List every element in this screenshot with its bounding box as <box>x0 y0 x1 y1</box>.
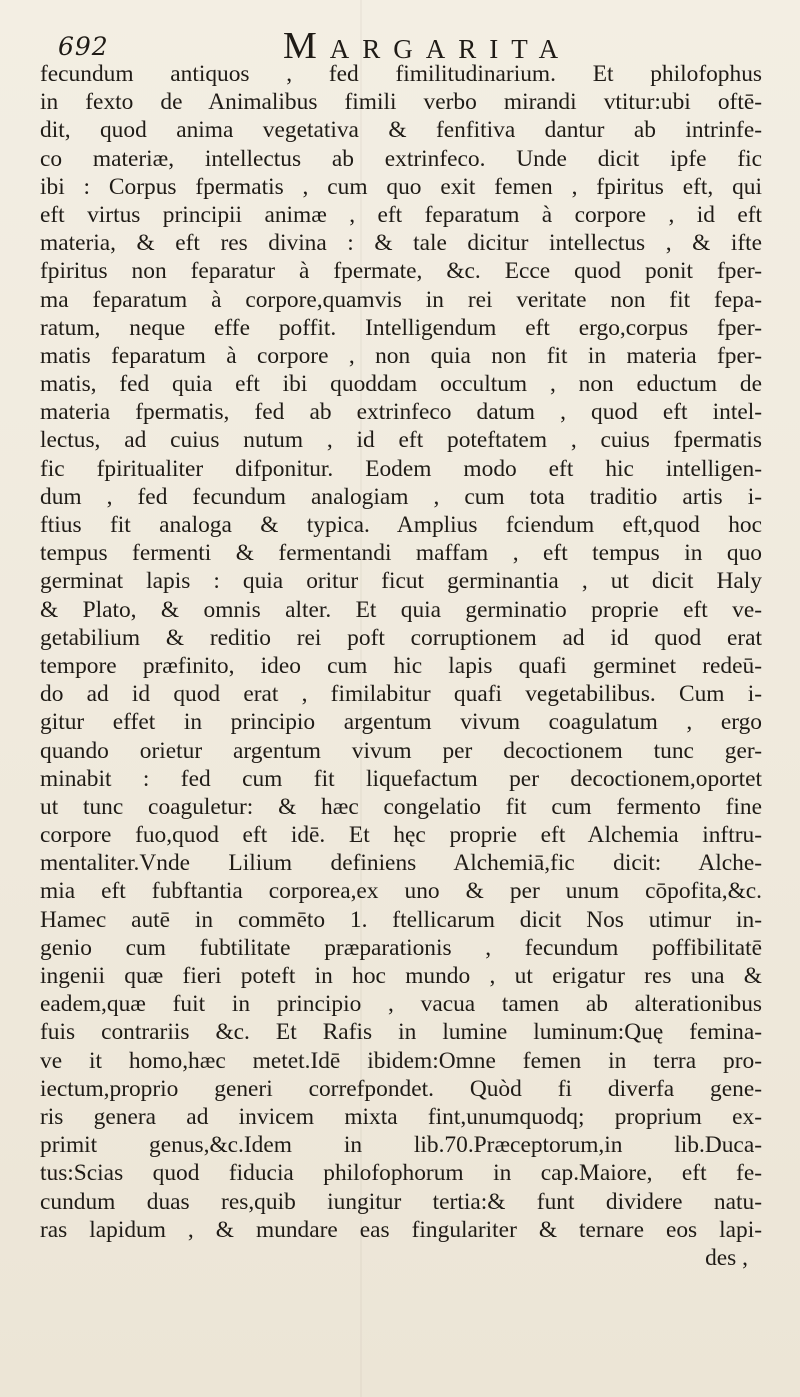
text-line: tempus fermenti & fermentandi maffam , eft tempus in quo <box>40 540 762 567</box>
text-line: in fexto de Animalibus fimili verbo mirandi vtitur:ubi oftē- <box>40 89 762 116</box>
text-line: ras lapidum , & mundare eas fingulariter & ternare eos lapi- <box>40 1216 762 1243</box>
text-line: materia fpermatis, fed ab extrinfeco datum , quod eft intel- <box>40 399 762 426</box>
text-line: ratum, neque effe poffit. Intelligendum eft ergo,corpus fper- <box>40 314 762 341</box>
text-line: ftius fit analoga & typica. Amplius fciendum eft,quod hoc <box>40 512 762 538</box>
text-line: germinat lapis : quia oritur ficut germinantia , ut dicit Haly <box>40 568 762 595</box>
text-line: matis, fed quia eft ibi quoddam occultum , non eductum de <box>40 371 762 398</box>
text-line: ve it homo,hæc metet.Idē ibidem:Omne femen in terra pro- <box>40 1047 762 1074</box>
text-line: ris genera ad invicem mixta fint,unumquodq; proprium ex- <box>40 1103 762 1130</box>
text-line: ma feparatum à corpore,quamvis in rei veritate non fit fepa- <box>40 286 762 313</box>
text-line: minabit : fed cum fit liquefactum per decoctionem,oportet <box>40 765 762 792</box>
text-line: lectus, ad cuius nutum , id eft poteftatem , cuius fpermatis <box>40 427 762 454</box>
text-line: dum , fed fecundum analogiam , cum tota traditio artis i- <box>40 483 762 510</box>
text-line: fecundum antiquos , fed fimilitudinarium. Et philofophus <box>40 61 762 87</box>
text-line: gitur effet in principio argentum vivum coagulatum , ergo <box>40 709 762 736</box>
text-line: ingenii quæ fieri poteft in hoc mundo , ut erigatur res una & <box>40 963 762 989</box>
page-header <box>58 12 778 67</box>
running-title: Margarita <box>283 25 572 67</box>
text-line: getabilium & reditio rei poft corruptionem ad id quod erat <box>40 624 762 651</box>
text-line: primit genus,&c.Idem in lib.70.Præceptorum,in lib.Duca- <box>40 1132 762 1159</box>
text-line: cundum duas res,quib iungitur tertia:& funt dividere natu- <box>40 1188 762 1215</box>
body-text <box>40 60 762 1272</box>
text-line: corpore fuo,quod eft idē. Et hęc proprie eft Alchemia inftru- <box>40 822 762 849</box>
text-line: quando orietur argentum vivum per decoctionem tunc ger- <box>40 737 762 764</box>
text-line: des , <box>705 1244 748 1271</box>
text-line: fuis contrariis &c. Et Rafis in lumine luminum:Quę femina- <box>40 1019 762 1046</box>
text-line: eadem,quæ fuit in principio , vacua tamen ab alterationibus <box>40 991 762 1018</box>
text-line: & Plato, & omnis alter. Et quia germinatio proprie eft ve- <box>40 596 762 623</box>
text-line: do ad id quod erat , fimilabitur quafi vegetabilibus. Cum i- <box>40 681 762 708</box>
text-line: materia, & eft res divina : & tale dicitur intellectus , & ifte <box>40 230 762 257</box>
text-line: fpiritus non feparatur à fpermate, &c. Ecce quod ponit fper- <box>40 258 762 285</box>
text-line: dit, quod anima vegetativa & fenfitiva dantur ab intrinfe- <box>40 117 762 144</box>
text-line: tempore præfinito, ideo cum hic lapis quafi germinet redeū- <box>40 652 762 679</box>
text-line: Hamec autē in commēto 1. ftellicarum dicit Nos utimur in- <box>40 906 762 933</box>
text-line: mia eft fubftantia corporea,ex uno & per unum cōpofita,&c. <box>40 878 762 905</box>
text-line: co materiæ, intellectus ab extrinfeco. Unde dicit ipfe fic <box>40 145 762 172</box>
text-line: matis feparatum à corpore , non quia non fit in materia fper- <box>40 342 762 369</box>
text-line: mentaliter.Vnde Lilium definiens Alchemiā,fic dicit: Alche- <box>40 850 762 877</box>
text-line: eft virtus principii animæ , eft feparatum à corpore , id eft <box>40 201 762 228</box>
page-number: 692 <box>58 32 109 61</box>
text-line: ut tunc coaguletur: & hæc congelatio fit cum fermento fine <box>40 793 762 820</box>
text-line: tus:Scias quod fiducia philofophorum in cap.Maiore, eft fe- <box>40 1160 762 1187</box>
text-line: iectum,proprio generi correfpondet. Quòd fi diverfa gene- <box>40 1075 762 1102</box>
text-line: ibi : Corpus fpermatis , cum quo exit femen , fpiritus eft, qui <box>40 173 762 200</box>
text-line: genio cum fubtilitate præparationis , fecundum poffibilitatē <box>40 934 762 961</box>
text-line: fic fpiritualiter difponitur. Eodem modo eft hic intelligen- <box>40 455 762 482</box>
